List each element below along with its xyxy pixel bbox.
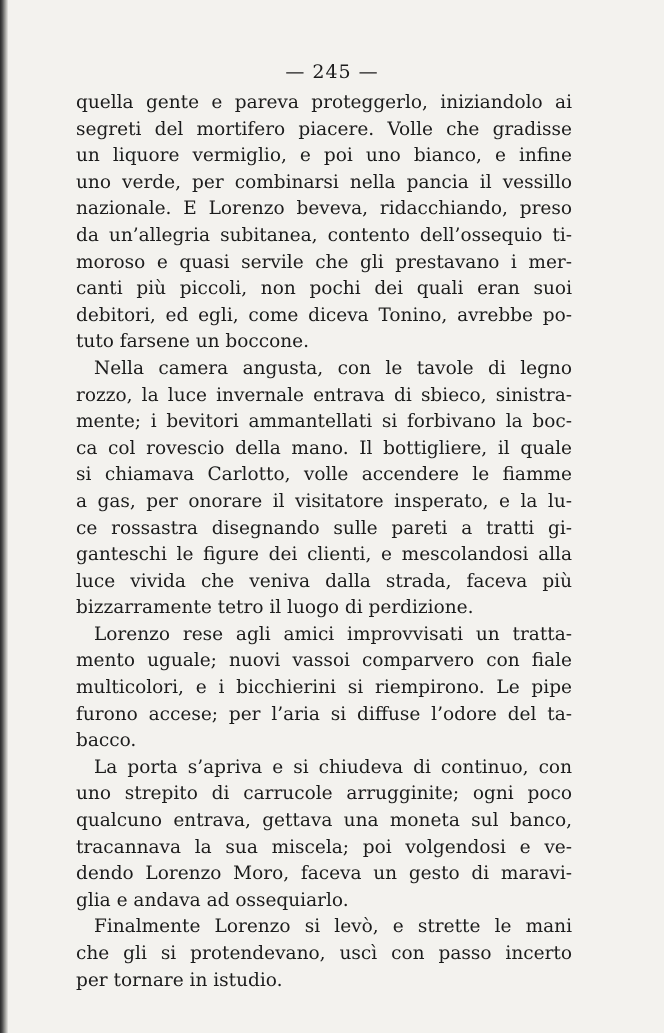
text-line: a gas, per onorare il visitatore insperato, e la lu- bbox=[76, 490, 572, 512]
text-line: uno strepito di carrucole arrugginite; ogni poco bbox=[76, 783, 572, 805]
text-line: ca col rovescio della mano. Il bottigliere, il quale bbox=[76, 437, 572, 459]
paragraph bbox=[76, 755, 572, 915]
text-line: moroso e quasi servile che gli prestavano i mer- bbox=[76, 251, 572, 273]
body-text bbox=[76, 90, 572, 994]
text-line: un liquore vermiglio, e poi uno bianco, e infine bbox=[76, 145, 572, 167]
text-line: bacco. bbox=[76, 730, 137, 752]
text-line: Finalmente Lorenzo si levò, e strette le mani bbox=[94, 916, 572, 938]
paragraph bbox=[76, 356, 572, 622]
text-line: La porta s’apriva e si chiudeva di continuo, con bbox=[94, 756, 572, 778]
text-line: canti più piccoli, non pochi dei quali eran suoi bbox=[76, 278, 572, 300]
text-line: ce rossastra disegnando sulle pareti a tratti gi- bbox=[76, 517, 572, 539]
text-line: tuto farsene un boccone. bbox=[76, 331, 310, 353]
text-line: quella gente e pareva proteggerlo, iniziandolo ai bbox=[76, 92, 572, 113]
text-line: Nella camera angusta, con le tavole di legno bbox=[94, 357, 572, 379]
text-line: mente; i bevitori ammantellati si forbivano la boc- bbox=[76, 411, 572, 433]
page-number: — 245 — bbox=[285, 61, 379, 83]
text-line: uno verde, per combinarsi nella pancia il vessillo bbox=[76, 171, 572, 193]
text-line: qualcuno entrava, gettava una moneta sul banco, bbox=[76, 810, 572, 832]
text-line: per tornare in istudio. bbox=[76, 969, 283, 991]
page-binding-edge bbox=[0, 0, 8, 1033]
paragraph bbox=[76, 914, 572, 994]
text-line: debitori, ed egli, come diceva Tonino, avrebbe po- bbox=[76, 304, 572, 326]
text-line: si chiamava Carlotto, volle accendere le fiamme bbox=[76, 464, 572, 486]
text-line: multicolori, e i bicchierini si riempirono. Le pipe bbox=[76, 677, 572, 699]
text-line: da un’allegria subitanea, contento dell’ossequio ti- bbox=[76, 224, 572, 246]
text-line: mento uguale; nuovi vassoi comparvero con fiale bbox=[76, 650, 572, 672]
text-line: bizzarramente tetro il luogo di perdizione. bbox=[76, 597, 474, 619]
text-line: glia e andava ad ossequiarlo. bbox=[76, 889, 349, 911]
text-line: che gli si protendevano, uscì con passo incerto bbox=[76, 943, 572, 964]
text-line: Lorenzo rese agli amici improvvisati un tratta- bbox=[94, 623, 572, 645]
text-line: nazionale. E Lorenzo beveva, ridacchiando, preso bbox=[76, 198, 572, 220]
text-line: rozzo, la luce invernale entrava di sbieco, sinistra- bbox=[76, 384, 572, 406]
paragraph bbox=[76, 90, 572, 356]
text-line: segreti del mortifero piacere. Volle che gradisse bbox=[76, 118, 572, 140]
text-line: dendo Lorenzo Moro, faceva un gesto di maravi- bbox=[76, 863, 572, 885]
text-line: tracannava la sua miscela; poi volgendosi e ve- bbox=[76, 836, 572, 858]
text-line: luce vivida che veniva dalla strada, faceva più bbox=[76, 570, 572, 592]
paragraph bbox=[76, 622, 572, 755]
text-line: furono accese; per l’aria si diffuse l’odore del ta- bbox=[76, 703, 572, 725]
text-line: ganteschi le figure dei clienti, e mescolandosi alla bbox=[76, 544, 572, 566]
